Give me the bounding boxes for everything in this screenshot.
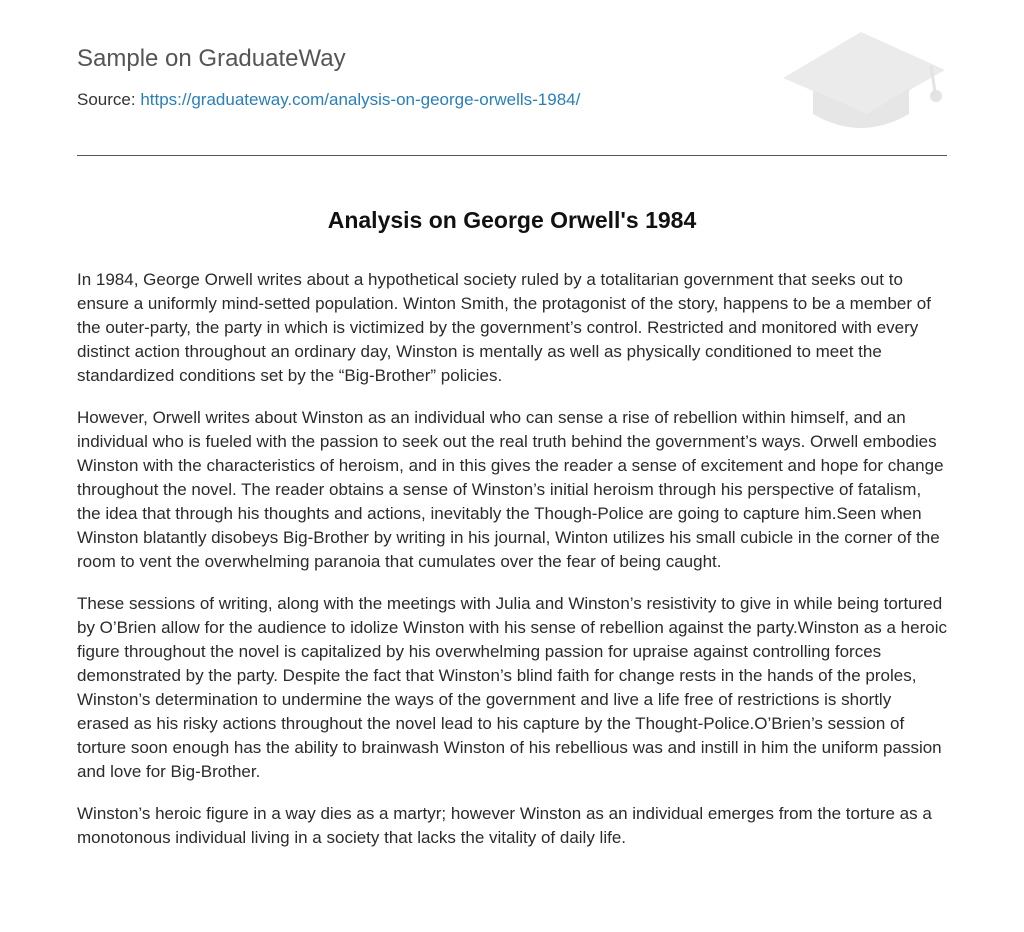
- document-title: Analysis on George Orwell's 1984: [327, 207, 697, 233]
- page-header: [77, 0, 947, 156]
- graduation-cap-icon: [781, 30, 947, 132]
- header-divider: [77, 155, 947, 156]
- source-line: [77, 89, 580, 111]
- paragraph: These sessions of writing, along with the meetings with Julia and Winston’s resistivity to give in while being tortured by O’Brien allow for the audience to idolize Winston with his sense of rebellion against the party.Winston as a heroic figure throughout the novel is capitalized by his overwhelming passion for upraise against controlling forces demonstrated by the party. Despite the fact that Winston’s blind faith for change rests in the hands of the proles, Winston’s determination to undermine the ways of the government and live a life free of restrictions is shortly erased as his risky actions throughout the novel lead to his capture by the Thought-Police.O’Brien’s session of torture soon enough has the ability to brainwash Winston of his rebellious was and instill in him the uniform passion and love for Big-Brother.: [77, 594, 947, 781]
- source-link[interactable]: https://graduateway.com/analysis-on-george-orwells-1984/: [140, 90, 581, 109]
- paragraph: However, Orwell writes about Winston as an individual who can sense a rise of rebellion within himself, and an individual who is fueled with the passion to seek out the real truth behind the government’s ways. Orwell embodies Winston with the characteristics of heroism, and in this gives the reader a sense of excitement and hope for change throughout the novel. The reader obtains a sense of Winston’s initial heroism through his perspective of fatalism, the idea that through his thoughts and actions, inevitably the Though-Police are going to capture him.Seen when Winston blatantly disobeys Big-Brother by writing in his journal, Winton utilizes his small cubicle in the corner of the room to vent the overwhelming paranoia that cumulates over the fear of being caught.: [77, 408, 944, 571]
- source-label: Source:: [77, 90, 136, 109]
- site-title: Sample on GraduateWay: [77, 45, 346, 72]
- paragraph: Winston’s heroic figure in a way dies as a martyr; however Winston as an individual emerges from the torture as a monotonous individual living in a society that lacks the vitality of daily life.: [77, 804, 932, 847]
- paragraph: In 1984, George Orwell writes about a hypothetical society ruled by a totalitarian government that seeks out to ensure a uniformly mind-setted population. Winton Smith, the protagonist of the story, happens to be a member of the outer-party, the party in which is victimized by the government’s control. Restricted and monitored with every distinct action throughout an ordinary day, Winston is mentally as well as physically conditioned to meet the standardized conditions set by the “Big-Brother” policies.: [77, 270, 931, 385]
- document-body: [77, 268, 947, 868]
